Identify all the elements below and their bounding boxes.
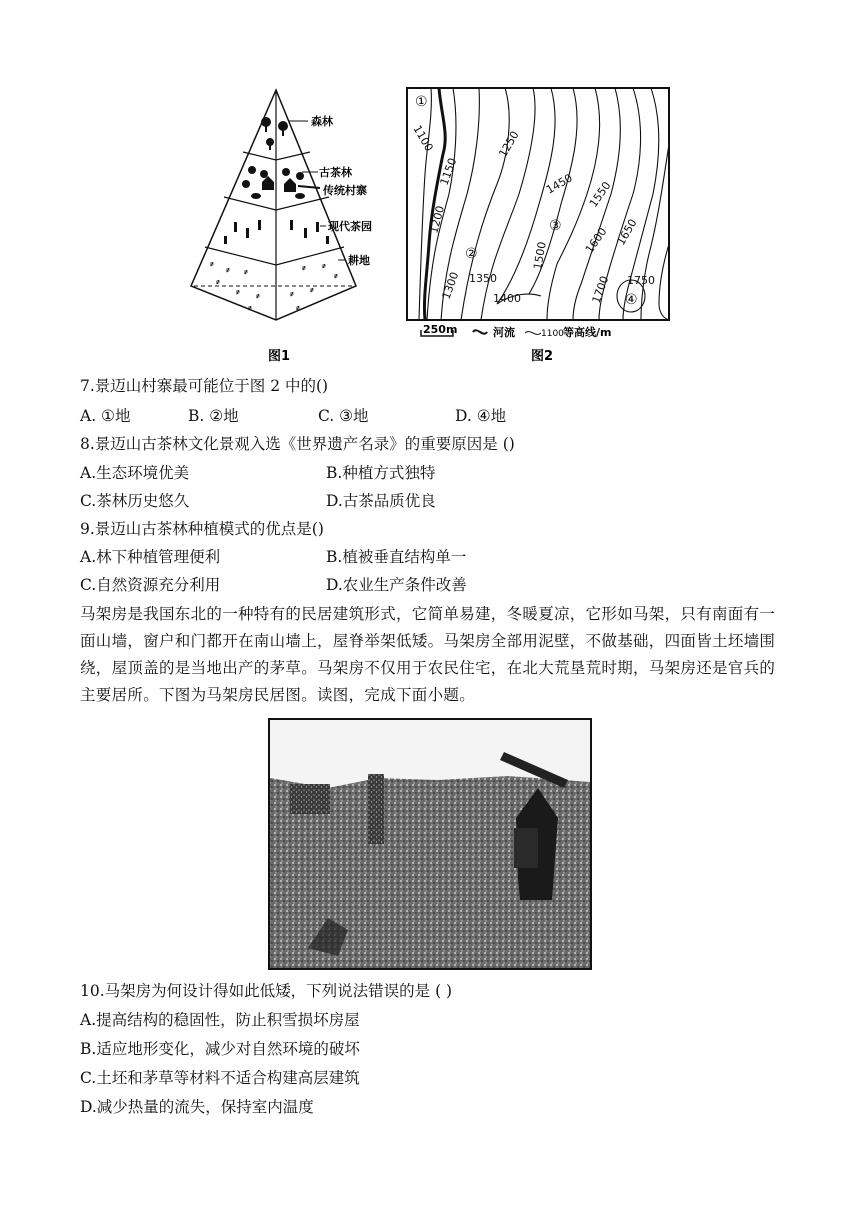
- svg-text:ꬾ: ꬾ: [236, 287, 240, 296]
- point-2: ②: [465, 246, 478, 262]
- q10-option-b: B.适应地形变化，减少对自然环境的破坏: [80, 1040, 360, 1058]
- svg-text:ꬾ: ꬾ: [334, 271, 338, 280]
- q7-option-b: B. ②地: [188, 407, 239, 425]
- q9-option-c: C.自然资源充分利用: [80, 576, 221, 594]
- svg-text:1700: 1700: [589, 274, 612, 306]
- q8-option-c: C.茶林历史悠久: [80, 492, 190, 510]
- q10-option-c: C.土坯和茅草等材料不适合构建高层建筑: [80, 1069, 360, 1087]
- svg-text:1650: 1650: [614, 216, 640, 248]
- q7-option-c: C. ③地: [318, 407, 369, 425]
- point-3: ③: [549, 218, 562, 234]
- majia-house-photo: [268, 718, 592, 970]
- label-ancient-tea: 古茶林: [319, 166, 352, 179]
- svg-text:ꬾ: ꬾ: [310, 285, 314, 294]
- q8-option-a: A.生态环境优美: [80, 464, 190, 482]
- svg-text:ꬾ: ꬾ: [322, 261, 326, 270]
- label-forest: 森林: [311, 115, 333, 128]
- legend-contour: 等高线/m: [563, 326, 612, 339]
- q8-option-d: D.古茶品质优良: [326, 492, 436, 510]
- svg-text:ꬾ: ꬾ: [210, 259, 214, 268]
- point-4: ④: [625, 292, 638, 308]
- q7-option-a: A. ①地: [80, 407, 131, 425]
- svg-text:1350: 1350: [469, 272, 497, 285]
- svg-text:ꬾ: ꬾ: [244, 267, 248, 276]
- svg-text:1500: 1500: [531, 240, 549, 271]
- q9-option-d: D.农业生产条件改善: [326, 576, 467, 594]
- svg-text:ꬾ: ꬾ: [256, 291, 260, 300]
- label-village: 传统村寨: [323, 184, 367, 197]
- scale-label: 250m: [423, 323, 458, 336]
- point-1: ①: [415, 94, 428, 110]
- svg-text:ꬾ: ꬾ: [302, 263, 306, 272]
- q9-stem: 9.景迈山古茶林种植模式的优点是(): [80, 520, 324, 538]
- svg-text:1200: 1200: [427, 204, 448, 235]
- q10-stem: 10.马架房为何设计得如此低矮，下列说法错误的是 ( ): [80, 982, 453, 1000]
- figure1-caption: 图1: [268, 349, 291, 364]
- figure2-contour-map: [401, 84, 686, 370]
- svg-text:ꬾ: ꬾ: [226, 265, 230, 274]
- svg-text:1400: 1400: [493, 292, 521, 305]
- q10-option-a: A.提高结构的稳固性，防止积雪损坏房屋: [80, 1011, 360, 1029]
- svg-text:1750: 1750: [627, 274, 655, 287]
- svg-text:1550: 1550: [586, 179, 614, 210]
- legend-contour-value: 1100: [541, 329, 564, 339]
- q9-option-b: B.植被垂直结构单一: [326, 548, 467, 566]
- svg-text:1300: 1300: [439, 270, 462, 302]
- svg-text:1250: 1250: [496, 128, 522, 160]
- q9-option-a: A.林下种植管理便利: [80, 548, 221, 566]
- figure1-pyramid-diagram: [186, 84, 386, 370]
- svg-text:1100: 1100: [410, 123, 436, 154]
- svg-text:1150: 1150: [437, 156, 460, 188]
- figure-row: [186, 84, 686, 370]
- svg-text:ꬾ: ꬾ: [296, 303, 300, 312]
- svg-text:ꬾ: ꬾ: [216, 277, 220, 286]
- q7-option-d: D. ④地: [455, 407, 507, 425]
- q10-option-d: D.减少热量的流失，保持室内温度: [80, 1098, 314, 1116]
- q7-stem: 7.景迈山村寨最可能位于图 2 中的(): [80, 377, 329, 395]
- svg-text:ꬾ: ꬾ: [248, 303, 252, 312]
- figure2-caption: 图2: [531, 349, 554, 364]
- svg-text:ꬾ: ꬾ: [290, 289, 294, 298]
- label-modern-tea: 现代茶园: [328, 220, 372, 233]
- passage-text: 马架房是我国东北的一种特有的民居建筑形式，它简单易建，冬暖夏凉，它形如马架，只有南面有一面山墙，窗户和门都开在南山墙上，屋脊举架低矮。马架房全部用泥壁，不做基础，四面皆土坯墙围绕，屋顶盖的是当地出产的茅草。马架房不仅用于农民住宅，在北大荒垦荒时期，马架房还是官兵的主要居所。下图为马架房民居图。读图，完成下面小题。: [80, 605, 776, 704]
- svg-text:1600: 1600: [582, 225, 610, 256]
- q8-option-b: B.种植方式独特: [326, 464, 436, 482]
- svg-text:1450: 1450: [544, 171, 575, 197]
- label-farmland: 耕地: [348, 254, 370, 267]
- legend-river: 河流: [493, 326, 515, 339]
- q8-stem: 8.景迈山古茶林文化景观入选《世界遗产名录》的重要原因是 (): [80, 435, 515, 453]
